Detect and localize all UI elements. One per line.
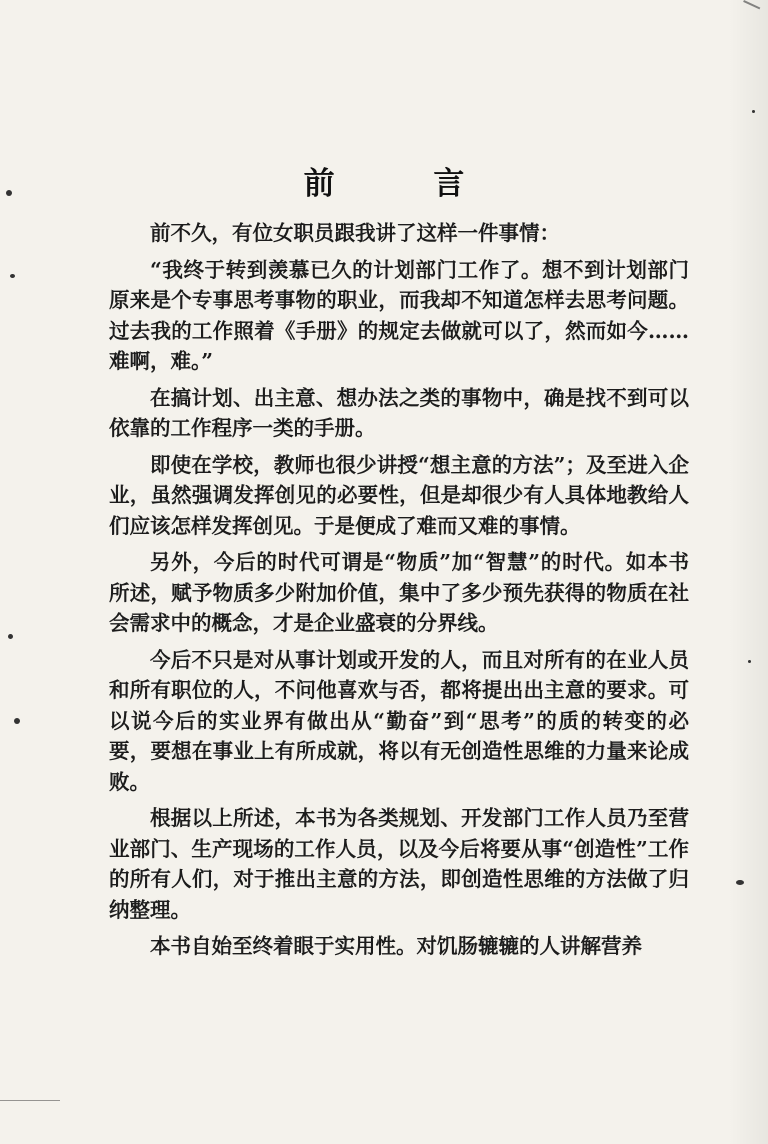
body-text [109,218,689,962]
paragraph: “我终于转到羡慕已久的计划部门工作了。想不到计划部门原来是个专事思考事物的职业，而我却不知道怎样去思考问题。过去我的工作照着《手册》的规定去做就可以了，然而如今……难啊，难。” [109,257,689,373]
paragraph: 根据以上所述，本书为各类规划、开发部门工作人员乃至营业部门、生产现场的工作人员，以及今后将要从事“创造性”工作的所有人们，对于推出主意的方法，即创造性思维的方法做了归纳整理。 [109,806,689,922]
paragraph: 即使在学校，教师也很少讲授“想主意的方法”；及至进入企业，虽然强调发挥创见的必要性，但是却很少有人具体地教给人们应该怎样发挥创见。于是便成了难而又难的事情。 [109,452,689,538]
scan-speck [736,880,744,885]
paragraph: 今后不只是对从事计划或开发的人，而且对所有的在业人员和所有职位的人，不问他喜欢与否，都将提出出主意的要求。可以说今后的实业界有做出从“勤奋”到“思考”的质的转变的必要，要想在事业上有所成就，将以有无创造性思维的力量来论成败。 [109,647,689,794]
scan-speck [748,660,751,663]
paragraph: 本书自始至终着眼于实用性。对饥肠辘辘的人讲解营养 [150,934,642,958]
paragraph: 另外，今后的时代可谓是“物质”加“智慧”的时代。如本书所述，赋予物质多少附加价值，集中了多少预先获得的物质在社会需求中的概念，才是企业盛衰的分界线。 [109,550,689,635]
scan-speck [10,274,15,278]
scan-speck [8,634,13,639]
paragraph: 前不久，有位女职员跟我讲了这样一件事情： [150,221,560,245]
paragraph: 在搞计划、出主意、想办法之类的事物中，确是找不到可以依靠的工作程序一类的手册。 [109,385,689,440]
page-title: 前 言 [303,166,509,202]
scan-speck [752,110,755,113]
scan-edge-line [0,1100,60,1101]
scan-speck [6,190,12,196]
scan-speck [14,718,20,724]
